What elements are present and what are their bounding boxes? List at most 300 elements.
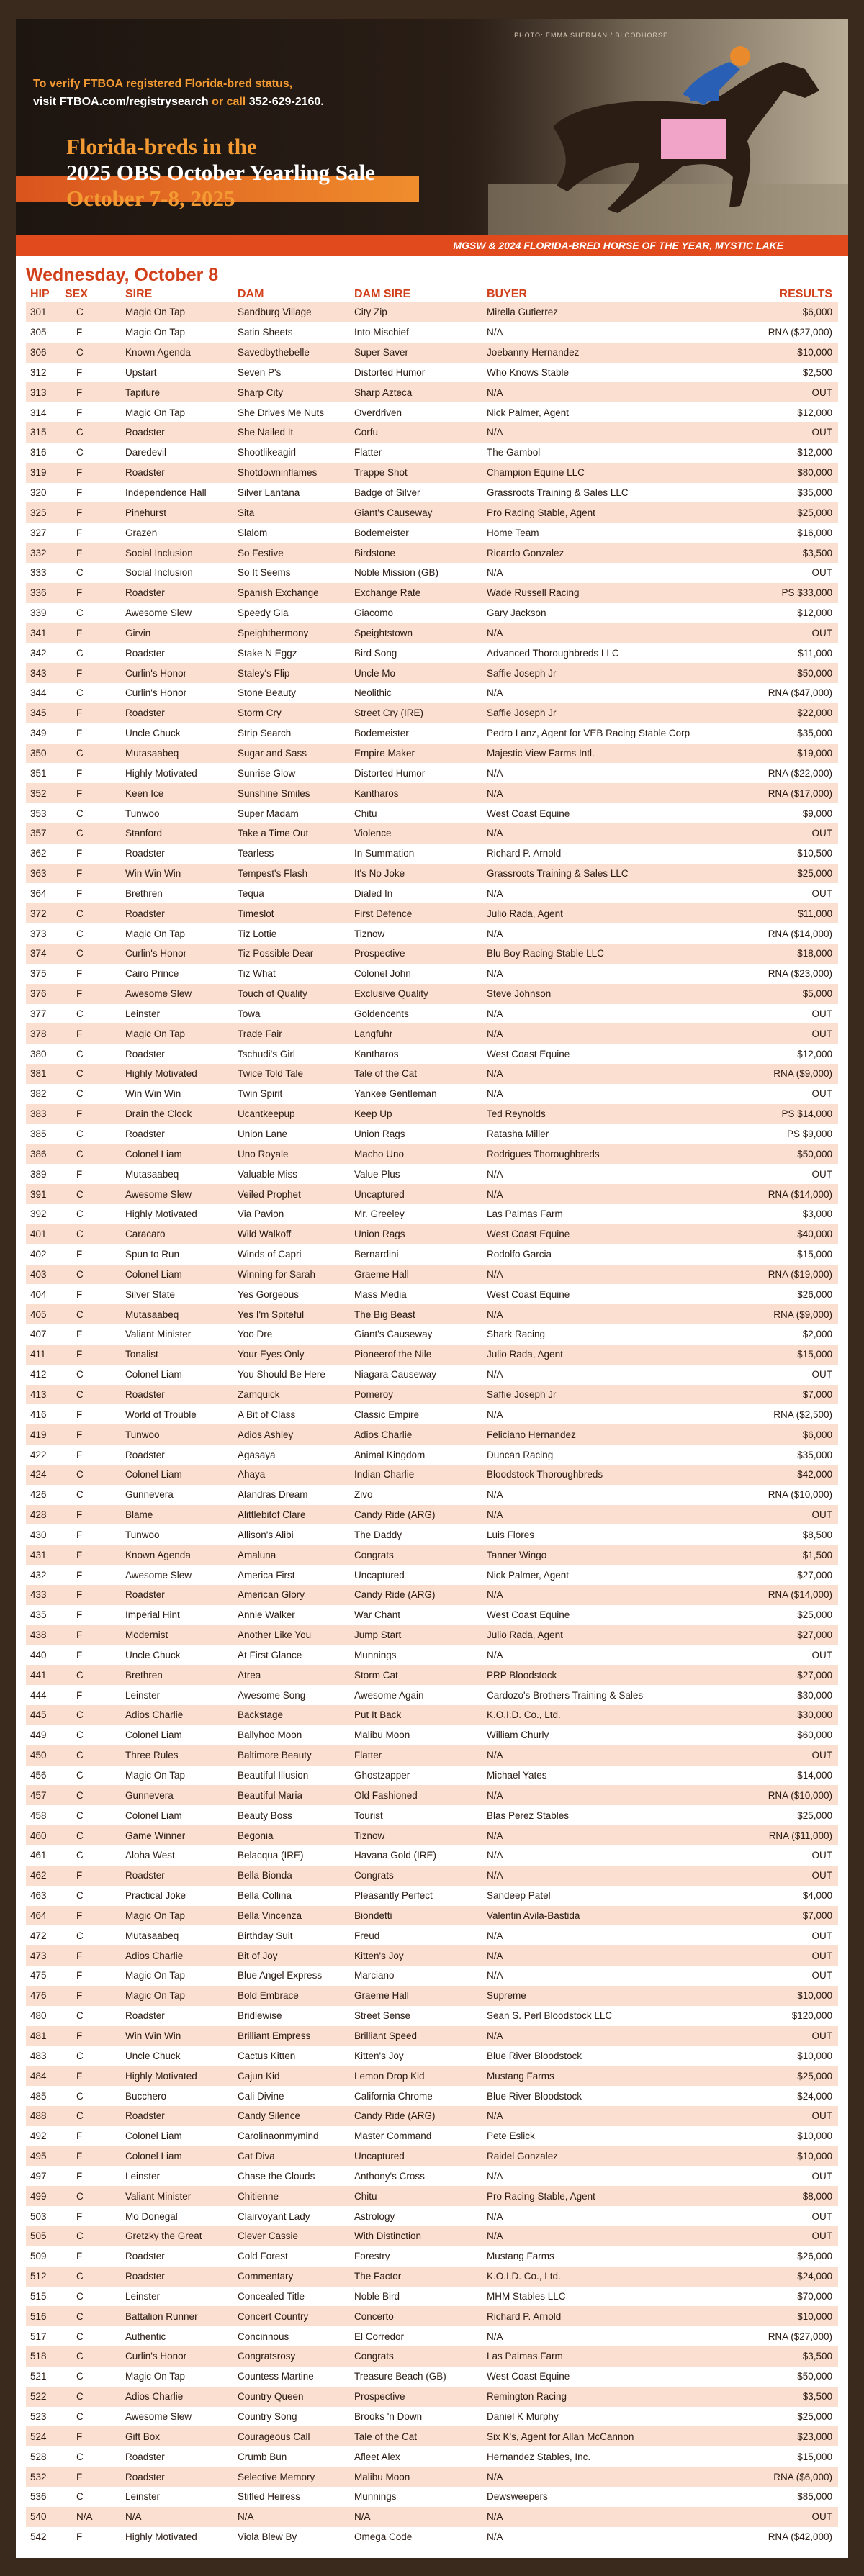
hip-cell: 475	[26, 1966, 60, 1986]
table-row	[26, 683, 838, 703]
buyer-cell: William Churly	[482, 1725, 724, 1745]
dam-sire-cell: Distorted Humor	[350, 363, 482, 383]
dam-sire-cell: The Daddy	[350, 1524, 482, 1545]
sex-cell: C	[60, 443, 121, 463]
hip-cell: 316	[26, 443, 60, 463]
hip-cell: 430	[26, 1524, 60, 1545]
sire-cell: Tunwoo	[121, 1424, 233, 1445]
result-cell: $10,000	[724, 2306, 838, 2326]
dam-sire-cell: The Big Beast	[350, 1304, 482, 1324]
table-row	[26, 964, 838, 984]
dam-cell: Crumb Bun	[233, 2446, 350, 2467]
table-row	[26, 1324, 838, 1345]
sire-cell: Battalion Runner	[121, 2306, 233, 2326]
hip-cell: 306	[26, 343, 60, 363]
sire-cell: Adios Charlie	[121, 1705, 233, 1725]
table-row	[26, 2106, 838, 2126]
result-cell: OUT	[724, 1004, 838, 1024]
dam-cell: Union Lane	[233, 1124, 350, 1144]
sire-cell: Leinster	[121, 2166, 233, 2186]
sex-cell: F	[60, 543, 121, 563]
buyer-cell: N/A	[482, 1745, 724, 1766]
sire-cell: Mo Donegal	[121, 2206, 233, 2226]
result-cell: $70,000	[724, 2287, 838, 2307]
sire-cell: Daredevil	[121, 443, 233, 463]
hip-cell: 461	[26, 1845, 60, 1866]
hip-cell: 402	[26, 1244, 60, 1265]
sire-cell: Gunnevera	[121, 1785, 233, 1805]
hip-cell: 386	[26, 1144, 60, 1164]
dam-cell: Veiled Prophet	[233, 1184, 350, 1204]
result-cell: $50,000	[724, 663, 838, 683]
buyer-cell: Grassroots Training & Sales LLC	[482, 864, 724, 884]
dam-cell: Bridlewise	[233, 2006, 350, 2026]
sire-cell: N/A	[121, 2507, 233, 2527]
result-cell: RNA ($10,000)	[724, 1785, 838, 1805]
dam-cell: America First	[233, 1565, 350, 1585]
sex-cell: C	[60, 2487, 121, 2507]
col-sire: SIRE	[125, 288, 153, 300]
result-cell: $40,000	[724, 1224, 838, 1244]
sex-cell: C	[60, 1365, 121, 1385]
buyer-cell: N/A	[482, 1084, 724, 1104]
sex-cell: C	[60, 643, 121, 663]
dam-cell: Chase the Clouds	[233, 2166, 350, 2186]
dam-sire-cell: Congrats	[350, 1866, 482, 1886]
dam-cell: Savedbythebelle	[233, 343, 350, 363]
dam-cell: Belacqua (IRE)	[233, 1845, 350, 1866]
result-cell: OUT	[724, 1505, 838, 1525]
dam-sire-cell: Graeme Hall	[350, 1986, 482, 2006]
result-cell: $25,000	[724, 1605, 838, 1625]
buyer-cell: N/A	[482, 1304, 724, 1324]
table-body	[26, 302, 838, 2547]
hip-cell: 518	[26, 2346, 60, 2367]
hip-cell: 431	[26, 1545, 60, 1565]
sex-cell: C	[60, 343, 121, 363]
sire-cell: Caracaro	[121, 1224, 233, 1244]
table-row	[26, 583, 838, 603]
hip-cell: 532	[26, 2467, 60, 2487]
table-row	[26, 1445, 838, 1465]
hip-cell: 472	[26, 1925, 60, 1945]
result-cell: $25,000	[724, 1805, 838, 1825]
table-row	[26, 2126, 838, 2146]
hip-cell: 524	[26, 2426, 60, 2446]
table-row	[26, 1886, 838, 1906]
table-row	[26, 2387, 838, 2407]
sire-cell: Tunwoo	[121, 803, 233, 823]
result-cell: RNA ($27,000)	[724, 322, 838, 343]
sex-cell: C	[60, 2326, 121, 2346]
result-cell: OUT	[724, 883, 838, 903]
table-row	[26, 463, 838, 483]
result-cell: $2,500	[724, 363, 838, 383]
dam-sire-cell: Tiznow	[350, 923, 482, 944]
dam-cell: A Bit of Class	[233, 1404, 350, 1424]
hip-cell: 383	[26, 1104, 60, 1124]
table-row	[26, 1184, 838, 1204]
hip-cell: 536	[26, 2487, 60, 2507]
sex-cell: F	[60, 1945, 121, 1966]
result-cell: RNA ($10,000)	[724, 1485, 838, 1505]
sex-cell: F	[60, 2166, 121, 2186]
dam-cell: N/A	[233, 2507, 350, 2527]
sex-cell: F	[60, 2527, 121, 2547]
sire-cell: Awesome Slew	[121, 1184, 233, 1204]
result-cell: $10,000	[724, 2046, 838, 2066]
title-line-1: Florida-breds in the	[66, 134, 257, 159]
hip-cell: 416	[26, 1404, 60, 1424]
result-cell: $85,000	[724, 2487, 838, 2507]
dam-cell: Yes I'm Spiteful	[233, 1304, 350, 1324]
buyer-cell: Dewsweepers	[482, 2487, 724, 2507]
dam-sire-cell: Mass Media	[350, 1284, 482, 1304]
sex-cell: F	[60, 1866, 121, 1886]
dam-cell: Take a Time Out	[233, 823, 350, 844]
buyer-cell: N/A	[482, 1505, 724, 1525]
dam-sire-cell: Jump Start	[350, 1625, 482, 1645]
dam-cell: Adios Ashley	[233, 1424, 350, 1445]
sex-cell: C	[60, 1805, 121, 1825]
buyer-cell: K.O.I.D. Co., Ltd.	[482, 1705, 724, 1725]
dam-cell: Sunrise Glow	[233, 763, 350, 783]
sex-cell: F	[60, 1404, 121, 1424]
buyer-cell: Sean S. Perl Bloodstock LLC	[482, 2006, 724, 2026]
sex-cell: C	[60, 1785, 121, 1805]
buyer-cell: Blue River Bloodstock	[482, 2086, 724, 2106]
buyer-cell: Mustang Farms	[482, 2246, 724, 2267]
buyer-cell: West Coast Equine	[482, 1284, 724, 1304]
dam-cell: Beautiful Illusion	[233, 1766, 350, 1786]
result-cell: $26,000	[724, 1284, 838, 1304]
dam-sire-cell: Astrology	[350, 2206, 482, 2226]
dam-cell: Trade Fair	[233, 1023, 350, 1044]
dam-sire-cell: Candy Ride (ARG)	[350, 1505, 482, 1525]
result-cell: $8,000	[724, 2186, 838, 2206]
hip-cell: 445	[26, 1705, 60, 1725]
sex-cell: F	[60, 2206, 121, 2226]
buyer-cell: Las Palmas Farm	[482, 1204, 724, 1224]
dam-cell: Ballyhoo Moon	[233, 1725, 350, 1745]
dam-cell: Concealed Title	[233, 2287, 350, 2307]
sex-cell: C	[60, 2446, 121, 2467]
buyer-cell: Luis Flores	[482, 1524, 724, 1545]
dam-sire-cell: Adios Charlie	[350, 1424, 482, 1445]
sex-cell: C	[60, 2226, 121, 2246]
table-row	[26, 883, 838, 903]
buyer-cell: Blue River Bloodstock	[482, 2046, 724, 2066]
dam-cell: Awesome Song	[233, 1685, 350, 1705]
table-row	[26, 1645, 838, 1666]
result-cell: RNA ($9,000)	[724, 1304, 838, 1324]
sex-cell: C	[60, 1766, 121, 1786]
sex-cell: C	[60, 2287, 121, 2307]
buyer-cell: Saffie Joseph Jr	[482, 663, 724, 683]
dam-sire-cell: Badge of Silver	[350, 483, 482, 503]
sire-cell: Magic On Tap	[121, 1966, 233, 1986]
hip-cell: 542	[26, 2527, 60, 2547]
sire-cell: Roadster	[121, 1124, 233, 1144]
result-cell: $25,000	[724, 864, 838, 884]
sire-cell: Mutasaabeq	[121, 1925, 233, 1945]
sire-cell: Roadster	[121, 1044, 233, 1064]
dam-cell: Speedy Gia	[233, 603, 350, 623]
verify-text-a: visit	[33, 96, 60, 108]
result-cell: OUT	[724, 823, 838, 844]
table-row	[26, 1044, 838, 1064]
result-cell: RNA ($22,000)	[724, 763, 838, 783]
table-row	[26, 1023, 838, 1044]
sex-cell: F	[60, 463, 121, 483]
hip-cell: 438	[26, 1625, 60, 1645]
table-row	[26, 1565, 838, 1585]
dam-cell: Clever Cassie	[233, 2226, 350, 2246]
sire-cell: Known Agenda	[121, 343, 233, 363]
result-cell: $80,000	[724, 463, 838, 483]
dam-sire-cell: Anthony's Cross	[350, 2166, 482, 2186]
result-cell: OUT	[724, 1645, 838, 1666]
result-cell: PS $14,000	[724, 1104, 838, 1124]
dam-sire-cell: Giacomo	[350, 603, 482, 623]
hip-cell: 523	[26, 2407, 60, 2427]
dam-sire-cell: Awesome Again	[350, 1685, 482, 1705]
result-cell: $15,000	[724, 2446, 838, 2467]
result-cell: $19,000	[724, 744, 838, 764]
photo-caption: MGSW & 2024 FLORIDA-BRED HORSE OF THE YEAR, MYSTIC LAKE	[16, 235, 848, 256]
dam-sire-cell: Trappe Shot	[350, 463, 482, 483]
buyer-cell: Supreme	[482, 1986, 724, 2006]
table-row	[26, 1465, 838, 1485]
sire-cell: Three Rules	[121, 1745, 233, 1766]
table-row	[26, 1845, 838, 1866]
sex-cell: C	[60, 2086, 121, 2106]
table-row	[26, 2326, 838, 2346]
title-line-3: October 7-8, 2025	[66, 186, 235, 211]
sex-cell: C	[60, 1845, 121, 1866]
buyer-cell: N/A	[482, 1866, 724, 1886]
sire-cell: Uncle Chuck	[121, 1645, 233, 1666]
hip-cell: 517	[26, 2326, 60, 2346]
dam-cell: Touch of Quality	[233, 984, 350, 1004]
hip-cell: 497	[26, 2166, 60, 2186]
sex-cell: C	[60, 1886, 121, 1906]
sex-cell: F	[60, 1524, 121, 1545]
dam-cell: Silver Lantana	[233, 483, 350, 503]
buyer-cell: Blu Boy Racing Stable LLC	[482, 944, 724, 964]
hip-cell: 499	[26, 2186, 60, 2206]
buyer-cell: N/A	[482, 1404, 724, 1424]
sire-cell: Mutasaabeq	[121, 1164, 233, 1184]
sire-cell: Colonel Liam	[121, 1805, 233, 1825]
buyer-cell: N/A	[482, 964, 724, 984]
dam-sire-cell: Empire Maker	[350, 744, 482, 764]
hip-cell: 516	[26, 2306, 60, 2326]
result-cell: OUT	[724, 2206, 838, 2226]
sex-cell: C	[60, 1184, 121, 1204]
dam-cell: Commentary	[233, 2267, 350, 2287]
hip-cell: 484	[26, 2066, 60, 2086]
buyer-cell: West Coast Equine	[482, 1605, 724, 1625]
result-cell: $10,500	[724, 844, 838, 864]
result-cell: $35,000	[724, 1445, 838, 1465]
dam-sire-cell: Old Fashioned	[350, 1785, 482, 1805]
result-cell: RNA ($14,000)	[724, 923, 838, 944]
dam-cell: Countess Martine	[233, 2367, 350, 2387]
sire-cell: Practical Joke	[121, 1886, 233, 1906]
result-cell: OUT	[724, 2166, 838, 2186]
dam-sire-cell: Colonel John	[350, 964, 482, 984]
buyer-cell: N/A	[482, 2206, 724, 2226]
result-cell: OUT	[724, 1866, 838, 1886]
dam-cell: Via Pavion	[233, 1204, 350, 1224]
dam-sire-cell: Giant's Causeway	[350, 502, 482, 523]
sex-cell: F	[60, 363, 121, 383]
sire-cell: Roadster	[121, 1585, 233, 1605]
hip-cell: 473	[26, 1945, 60, 1966]
verify-url-link[interactable]: FTBOA.com/registrysearch	[59, 96, 209, 108]
dam-cell: Your Eyes Only	[233, 1345, 350, 1365]
table-row	[26, 1805, 838, 1825]
dam-sire-cell: Kantharos	[350, 1044, 482, 1064]
buyer-cell: Remington Racing	[482, 2387, 724, 2407]
table-row	[26, 1605, 838, 1625]
result-cell: $10,000	[724, 343, 838, 363]
hip-cell: 336	[26, 583, 60, 603]
dam-sire-cell: Exclusive Quality	[350, 984, 482, 1004]
hip-cell: 301	[26, 302, 60, 322]
sire-cell: Tonalist	[121, 1345, 233, 1365]
result-cell: $9,000	[724, 803, 838, 823]
dam-sire-cell: Concerto	[350, 2306, 482, 2326]
result-cell: PS $9,000	[724, 1124, 838, 1144]
sire-cell: Roadster	[121, 1385, 233, 1405]
table-row	[26, 1204, 838, 1224]
dam-cell: Speighthermony	[233, 623, 350, 643]
buyer-cell: MHM Stables LLC	[482, 2287, 724, 2307]
dam-cell: Satin Sheets	[233, 322, 350, 343]
sex-cell: C	[60, 1825, 121, 1845]
result-cell: OUT	[724, 1925, 838, 1945]
table-row	[26, 502, 838, 523]
sire-cell: Colonel Liam	[121, 1365, 233, 1385]
sex-cell: F	[60, 2467, 121, 2487]
buyer-cell: N/A	[482, 1164, 724, 1184]
buyer-cell: N/A	[482, 1265, 724, 1285]
sex-cell: F	[60, 583, 121, 603]
buyer-cell: N/A	[482, 1023, 724, 1044]
dam-sire-cell: Pleasantly Perfect	[350, 1886, 482, 1906]
sex-cell: F	[60, 1345, 121, 1365]
hip-cell: 492	[26, 2126, 60, 2146]
dam-cell: Begonia	[233, 1825, 350, 1845]
sex-cell: F	[60, 483, 121, 503]
hip-cell: 353	[26, 803, 60, 823]
dam-sire-cell: Distorted Humor	[350, 763, 482, 783]
table-row	[26, 1906, 838, 1926]
buyer-cell: N/A	[482, 623, 724, 643]
table-row	[26, 2246, 838, 2267]
verify-line-1: To verify FTBOA registered Florida-bred status,	[33, 78, 293, 90]
hip-cell: 503	[26, 2206, 60, 2226]
buyer-cell: N/A	[482, 2507, 724, 2527]
dam-cell: Concinnous	[233, 2326, 350, 2346]
sire-cell: Highly Motivated	[121, 763, 233, 783]
dam-sire-cell: El Corredor	[350, 2326, 482, 2346]
sex-cell: F	[60, 1906, 121, 1926]
result-cell: RNA ($9,000)	[724, 1064, 838, 1084]
dam-sire-cell: Afleet Alex	[350, 2446, 482, 2467]
dam-sire-cell: Storm Cat	[350, 1665, 482, 1685]
sex-cell: F	[60, 1685, 121, 1705]
sire-cell: World of Trouble	[121, 1404, 233, 1424]
sex-cell: C	[60, 422, 121, 443]
dam-sire-cell: Biondetti	[350, 1906, 482, 1926]
table-row	[26, 1945, 838, 1966]
buyer-cell: N/A	[482, 1945, 724, 1966]
dam-cell: Shootlikeagirl	[233, 443, 350, 463]
sex-cell: C	[60, 302, 121, 322]
sire-cell: Curlin's Honor	[121, 663, 233, 683]
sex-cell: F	[60, 2426, 121, 2446]
sex-cell: F	[60, 1966, 121, 1986]
sire-cell: Win Win Win	[121, 2026, 233, 2046]
sire-cell: Leinster	[121, 1685, 233, 1705]
hip-cell: 411	[26, 1345, 60, 1365]
dam-sire-cell: Uncaptured	[350, 1565, 482, 1585]
result-cell: OUT	[724, 623, 838, 643]
dam-sire-cell: Flatter	[350, 443, 482, 463]
table-row	[26, 723, 838, 744]
dam-sire-cell: Macho Uno	[350, 1144, 482, 1164]
dam-sire-cell: Candy Ride (ARG)	[350, 2106, 482, 2126]
result-cell: $35,000	[724, 483, 838, 503]
buyer-cell: Nick Palmer, Agent	[482, 402, 724, 422]
buyer-cell: N/A	[482, 923, 724, 944]
result-cell: RNA ($47,000)	[724, 683, 838, 703]
result-cell: $22,000	[724, 703, 838, 723]
buyer-cell: Duncan Racing	[482, 1445, 724, 1465]
result-cell: RNA ($14,000)	[724, 1585, 838, 1605]
page-frame	[16, 19, 848, 2558]
result-cell: $15,000	[724, 1244, 838, 1265]
sex-cell: F	[60, 1986, 121, 2006]
hip-cell: 407	[26, 1324, 60, 1345]
dam-sire-cell: Indian Charlie	[350, 1465, 482, 1485]
sex-cell: C	[60, 1084, 121, 1104]
sex-cell: C	[60, 2387, 121, 2407]
result-cell: $24,000	[724, 2086, 838, 2106]
sire-cell: Roadster	[121, 2106, 233, 2126]
hip-cell: 320	[26, 483, 60, 503]
table-row	[26, 523, 838, 543]
sire-cell: Curlin's Honor	[121, 2346, 233, 2367]
sire-cell: Known Agenda	[121, 1545, 233, 1565]
buyer-cell: PRP Bloodstock	[482, 1665, 724, 1685]
dam-sire-cell: Uncle Mo	[350, 663, 482, 683]
dam-sire-cell: Keep Up	[350, 1104, 482, 1124]
hip-cell: 352	[26, 783, 60, 803]
dam-cell: Tiz Possible Dear	[233, 944, 350, 964]
sire-cell: Magic On Tap	[121, 2367, 233, 2387]
hip-cell: 463	[26, 1886, 60, 1906]
dam-sire-cell: City Zip	[350, 302, 482, 322]
sex-cell: F	[60, 883, 121, 903]
result-cell: OUT	[724, 1845, 838, 1866]
sex-cell: C	[60, 563, 121, 583]
table-row	[26, 322, 838, 343]
table-row	[26, 382, 838, 402]
